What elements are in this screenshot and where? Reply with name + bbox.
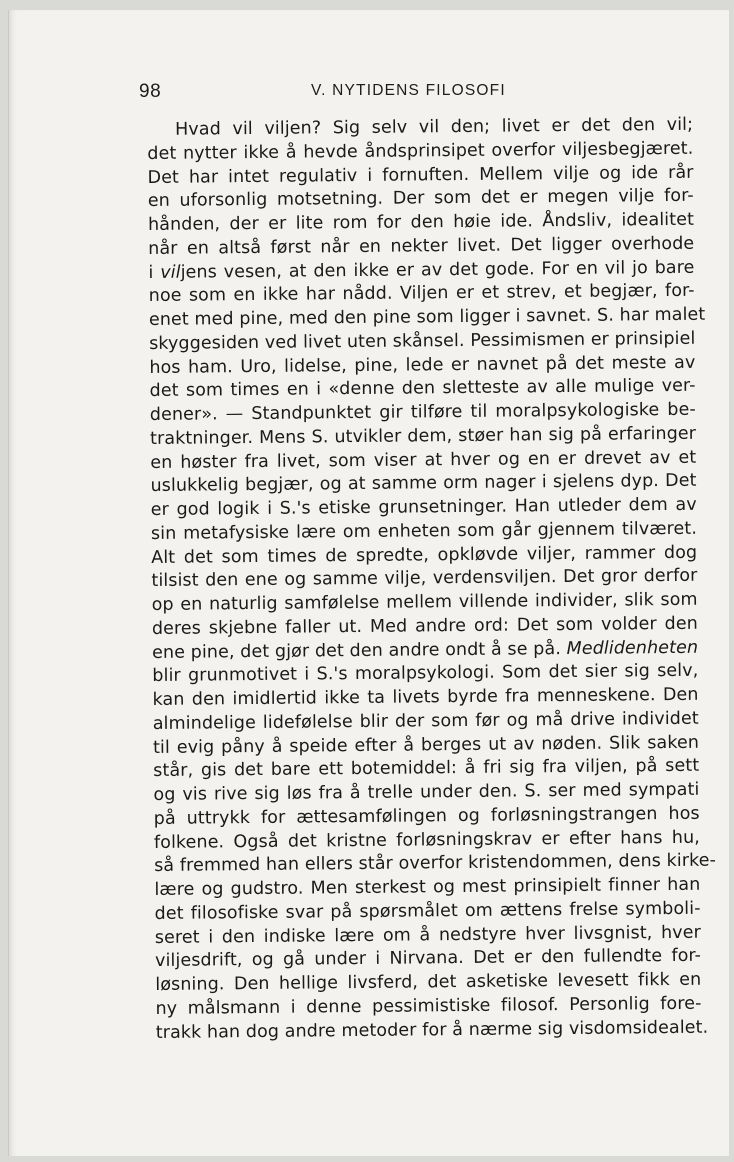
text-line: det filosofiske svar på spørsmålet om ættens frelse symboli-	[154, 898, 701, 924]
text-line: op en naturlig samfølelse mellem villende individer, slik som	[151, 589, 698, 615]
running-head	[139, 81, 691, 105]
text-line: ene pine, det gjør det den andre ondt å se på. Medlidenheten	[152, 637, 699, 663]
text-line: er god logik i S.'s etiske grunsetninger. Han utleder dem av	[150, 494, 697, 520]
text-line: en uforsonlig motsetning. Der som det er megen vilje for-	[147, 186, 694, 212]
page-sheet	[8, 10, 729, 1156]
text-line: hos ham. Uro, lidelse, pine, lede er navnet på det meste av	[149, 352, 696, 378]
text-line: tilsist den ene og samme vilje, verdensviljen. Det gror derfor	[151, 565, 698, 592]
text-line: kan den imidlertid ikke ta livets byrde fra menneskene. Den	[152, 684, 699, 710]
text-line: viljesdrift, og gå under i Nirvana. Det er den fullendte for-	[154, 945, 702, 972]
text-line: noe som en ikke har nådd. Viljen er et strev, et begjær, for-	[148, 281, 695, 307]
text-line: løsning. Den hellige livsferd, det asketiske levesett fikk en	[155, 969, 702, 995]
body-text	[147, 114, 717, 1045]
text-line: deres skjebne faller ut. Med andre ord: Det som volder den	[151, 613, 698, 639]
text-line: Hvad vil viljen? Sig selv vil den; livet er det den vil;	[175, 114, 694, 140]
text-line: Det har intet regulativ i fornuften. Mellem vilje og ide rår	[147, 162, 694, 188]
text-line: uslukkelig begjær, og at samme orm nager i sjelens dyp. Det	[150, 470, 697, 497]
text-line: trakk han dog andre metoder for å nærme sig visdomsidealet.	[155, 1017, 709, 1043]
text-line: i viljens vesen, at den ikke er av det gode. For en vil jo bare	[148, 257, 695, 283]
text-line: til evig pånу å speide efter å berges ut av nøden. Slik saken	[152, 732, 700, 758]
emphasis: vil	[160, 262, 181, 283]
text-line: på uttrykk for ættesamfølingen og forløsningstrangen hos	[153, 803, 700, 829]
text-line: så fremmed han ellers står overfor kristendommen, dens kirke-	[154, 850, 717, 877]
page-number: 98	[139, 81, 162, 102]
text-line: seret i den indiske lære om å nedstyre hver livsgnist, hver	[154, 922, 701, 948]
text-line: folkene. Også det kristne forløsningskrav er efter hans hu,	[153, 827, 701, 853]
text-line: blir grunmotivet i S.'s moralpsykologi. Som det sier sig selv,	[152, 660, 699, 687]
text-line: det nytter ikke å hevde åndsprinsipet overfor viljesbegjæret.	[147, 138, 694, 164]
text-line: det som times en i «denne den sletteste av alle mulige ver-	[149, 375, 696, 402]
text-line: dener». — Standpunktet gir tilføre til moralpsykologiske be-	[149, 399, 696, 425]
text-line: og vis rive sig løs fra å trelle under den. S. ser med sympati	[153, 779, 700, 805]
text-line: står, gis det bare ett botemiddel: å fri sig fra viljen, på sett	[153, 755, 700, 782]
text-line: enet med pine, med den pine som ligger i savnet. S. har malet	[148, 304, 706, 330]
text-line: traktninger. Mens S. utvikler dem, støer han sig på erfaringer	[149, 423, 697, 449]
text-line: lære og gudstro. Men sterkest og mest prinsipielt finner han	[154, 874, 701, 900]
text-line: når en altså først når en nekter livet. Det ligger overhode	[148, 233, 695, 259]
chapter-title: V. NYTIDENS FILOSOFI	[311, 82, 506, 99]
text-line: Alt det som times de spredte, opkløvde viljer, rammer dog	[151, 542, 698, 568]
text-line: ny målsmann i denne pessimistiske filosof. Personlig fore-	[155, 993, 702, 1019]
emphasis: Medlidenheten	[566, 637, 699, 659]
text-line: hånden, der er lite rom for den høie ide. Åndsliv, idealitet	[147, 209, 695, 235]
text-line: sin metafysiske lære om enheten som går gjennem tilværet.	[150, 518, 698, 544]
text-line: almindelige lidefølelse blir der som før og må drive individet	[152, 708, 699, 734]
text-line: en høster fra livet, som viser at hver og en er drevet av et	[150, 447, 697, 473]
text-line: skyggesiden ved livet uten skånsel. Pessimismen er prinsipiel	[149, 328, 696, 354]
